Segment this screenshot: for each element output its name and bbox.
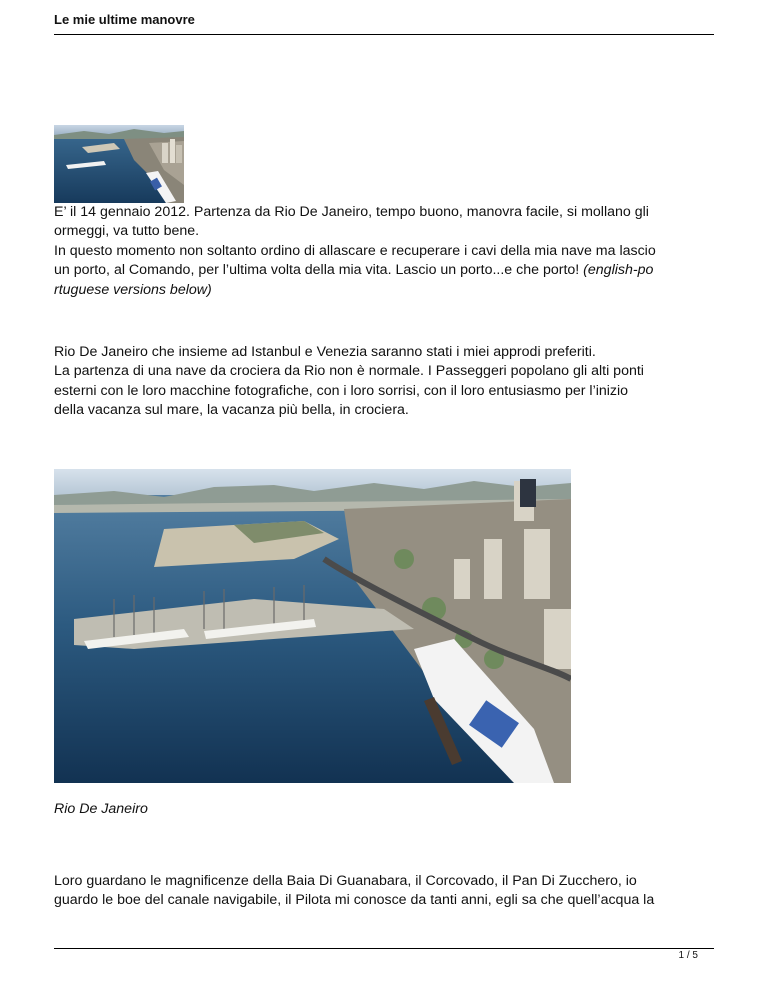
footer-divider	[54, 948, 714, 949]
paragraph-guanabara	[54, 872, 716, 911]
rio-harbor-thumbnail-image	[54, 125, 184, 203]
text-line: Loro guardano le magnificenze della Baia Di Guanabara, il Corcovado, il Pan Di Zucchero, io	[54, 873, 637, 889]
rio-aerial-port-image	[54, 469, 571, 783]
text-line	[54, 261, 716, 280]
text-line: La partenza di una nave da crociera da Rio non è normale. I Passeggeri popolano gli alti ponti	[54, 363, 644, 380]
versions-note-start: (english-po	[583, 262, 654, 279]
image-caption: Rio De Janeiro	[54, 801, 148, 817]
paragraph-intro	[54, 203, 716, 300]
text-line: della vacanza sul mare, la vacanza più bella, in crociera.	[54, 402, 409, 419]
text-line: guardo le boe del canale navigabile, il Pilota mi conosce da tanti anni, egli sa che quell’acqua la	[54, 892, 655, 909]
text-line: In questo momento non soltanto ordino di allascare e recuperare i cavi della mia nave ma lascio	[54, 242, 656, 259]
versions-note-end: rtuguese versions below)	[54, 281, 212, 298]
page-header-title: Le mie ultime manovre	[54, 12, 195, 27]
text-span: un porto, al Comando, per l’ultima volta della mia vita. Lascio un porto...e che porto!	[54, 262, 584, 279]
page-number: 1 / 5	[678, 950, 698, 961]
paragraph-rio-departure	[54, 343, 716, 421]
text-line: esterni con le loro macchine fotografiche, con i loro sorrisi, con il loro entusiasmo per l’inizio	[54, 382, 629, 399]
text-line: ormeggi, va tutto bene.	[54, 223, 200, 240]
text-line: E’ il 14 gennaio 2012. Partenza da Rio De Janeiro, tempo buono, manovra facile, si mollano gli	[54, 204, 649, 220]
text-line: Rio De Janeiro che insieme ad Istanbul e Venezia saranno stati i miei approdi preferiti.	[54, 344, 596, 360]
header-divider	[54, 34, 714, 35]
